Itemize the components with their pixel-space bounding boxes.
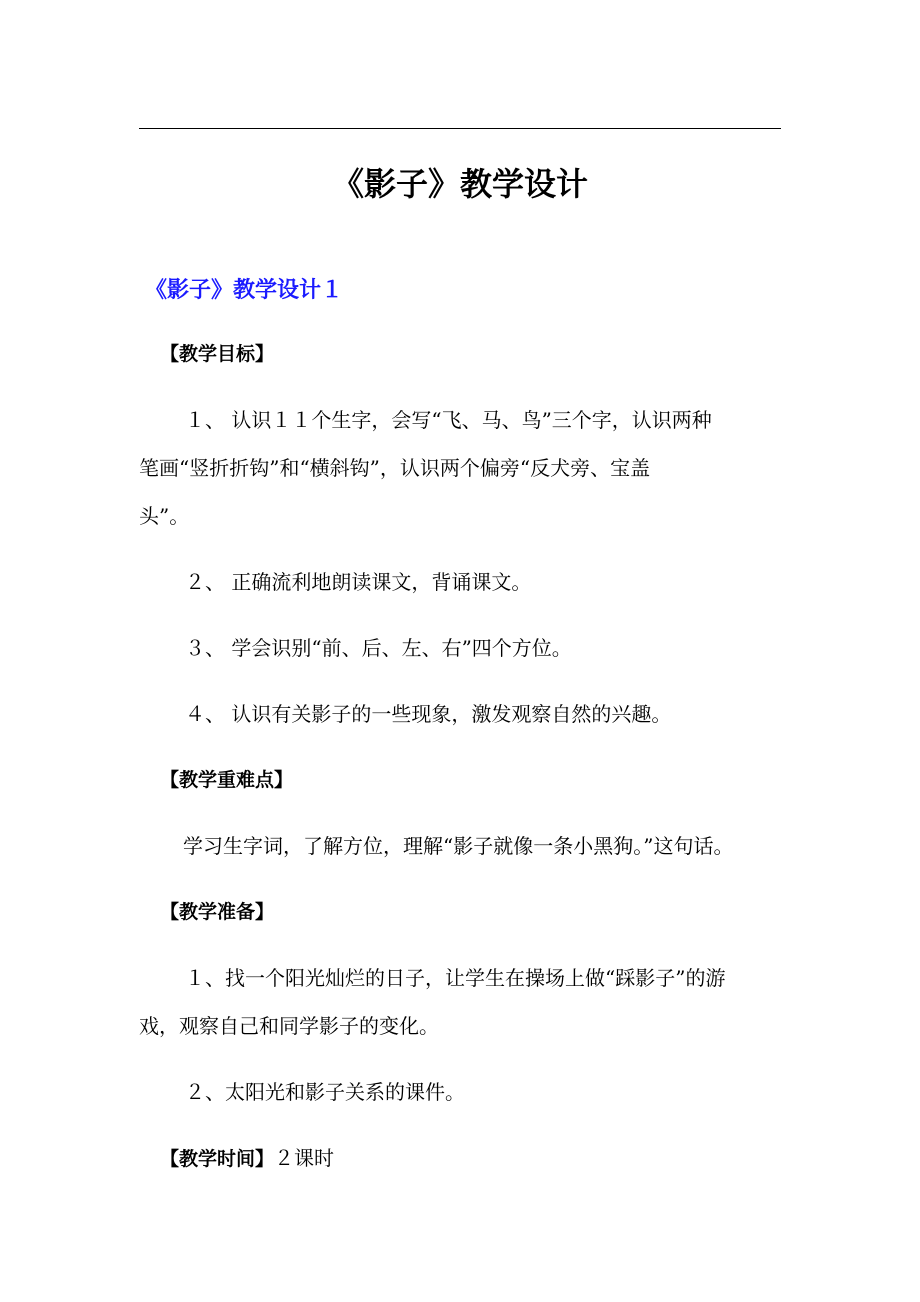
header-rule <box>139 128 781 129</box>
objective-1-line1: １、 认识１１个生字，会写“飞、马、鸟”三个字，认识两种 <box>185 408 712 432</box>
section-title: 《影子》教学设计１ <box>145 277 344 303</box>
objective-1-line3: 头”。 <box>139 504 190 528</box>
objective-4: ４、 认识有关影子的一些现象，激发观察自然的兴趣。 <box>185 702 672 726</box>
time-value: ２课时 <box>274 1146 335 1170</box>
time-line <box>160 1146 334 1171</box>
keypoints-heading: 【教学重难点】 <box>160 769 294 791</box>
preparation-2: ２、太阳光和影子关系的课件。 <box>185 1080 465 1104</box>
preparation-1-line1: １、找一个阳光灿烂的日子，让学生在操场上做“踩影子”的游 <box>185 966 726 990</box>
preparation-heading: 【教学准备】 <box>160 901 275 923</box>
objective-2: ２、 正确流利地朗读课文，背诵课文。 <box>185 570 532 594</box>
objective-3: ３、 学会识别“前、后、左、右”四个方位。 <box>185 636 572 660</box>
time-heading: 【教学时间】 <box>160 1148 275 1170</box>
objective-1-line2: 笔画“竖折折钩”和“横斜钩”，认识两个偏旁“反犬旁、宝盖 <box>139 456 651 480</box>
keypoints-text: 学习生字词，了解方位，理解“影子就像一条小黑狗。”这句话。 <box>183 834 734 858</box>
preparation-1-line2: 戏，观察自己和同学影子的变化。 <box>139 1014 439 1038</box>
document-title: 《影子》教学设计 <box>331 165 588 203</box>
objectives-heading: 【教学目标】 <box>160 343 275 365</box>
